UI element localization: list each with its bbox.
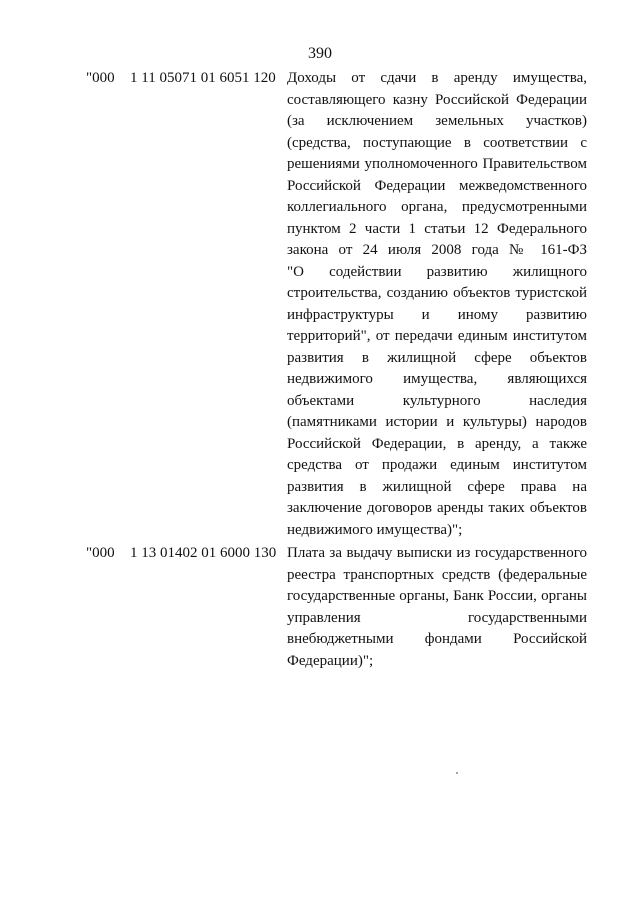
budget-code-list xyxy=(0,68,640,672)
description-line: средства от продажи единым институтом xyxy=(287,457,587,473)
description-line: объектами культурного наследия xyxy=(287,392,587,409)
description-line: государственные органы, Банк России, органы xyxy=(287,588,587,604)
description-line: Доходы от сдачи в аренду имущества, xyxy=(287,70,587,86)
description-line: Федерации)"; xyxy=(287,652,374,669)
description-line: недвижимого имущества, являющихся xyxy=(287,371,587,387)
description-line: недвижимого имущества)"; xyxy=(287,521,463,538)
description-line: пунктом 2 части 1 статьи 12 Федерального xyxy=(287,220,587,237)
entry-prefix: "000 xyxy=(86,545,115,561)
description-line: управления государственными xyxy=(287,609,587,626)
description-line: коллегиального органа, предусмотренными xyxy=(287,199,587,215)
description-line: Плата за выдачу выписки из государственного xyxy=(287,545,587,561)
page-number: 390 xyxy=(308,45,332,62)
description-line: "О содействии развитию жилищного xyxy=(287,263,587,280)
entry-prefix: "000 xyxy=(86,70,115,86)
income-description xyxy=(287,68,587,541)
description-line: заключение договоров аренды таких объектов xyxy=(287,500,587,516)
description-line: Российской Федерации межведомственного xyxy=(287,177,587,194)
description-line: реестра транспортных средств (федеральные xyxy=(287,566,587,583)
description-line: закона от 24 июля 2008 года № 161-ФЗ xyxy=(287,242,587,258)
description-line: составляющего казну Российской Федерации xyxy=(287,91,587,108)
scan-speck xyxy=(456,772,458,774)
description-line: развития в жилищной сфере права на xyxy=(287,478,587,495)
description-line: (средства, поступающие в соответствии с xyxy=(287,134,587,151)
description-line: развития в жилищной сфере объектов xyxy=(287,349,587,366)
description-line: инфраструктуры и иному развитию xyxy=(287,306,587,323)
description-line: Российской Федерации, в аренду, а также xyxy=(287,435,587,452)
description-line: (за исключением земельных участков) xyxy=(287,113,587,129)
description-line: (памятниками истории и культуры) народов xyxy=(287,414,587,430)
budget-classification-code: 1 13 01402 01 6000 130 xyxy=(130,545,277,561)
budget-code-entry xyxy=(0,68,640,541)
description-line: решениями уполномоченного Правительством xyxy=(287,156,587,172)
budget-code-entry xyxy=(0,543,640,672)
income-description xyxy=(287,543,587,672)
description-line: территорий", от передачи единым институтом xyxy=(287,328,587,344)
description-line: строительства, созданию объектов туристской xyxy=(287,285,587,301)
budget-classification-code: 1 11 05071 01 6051 120 xyxy=(130,70,276,86)
description-line: внебюджетными фондами Российской xyxy=(287,631,587,647)
